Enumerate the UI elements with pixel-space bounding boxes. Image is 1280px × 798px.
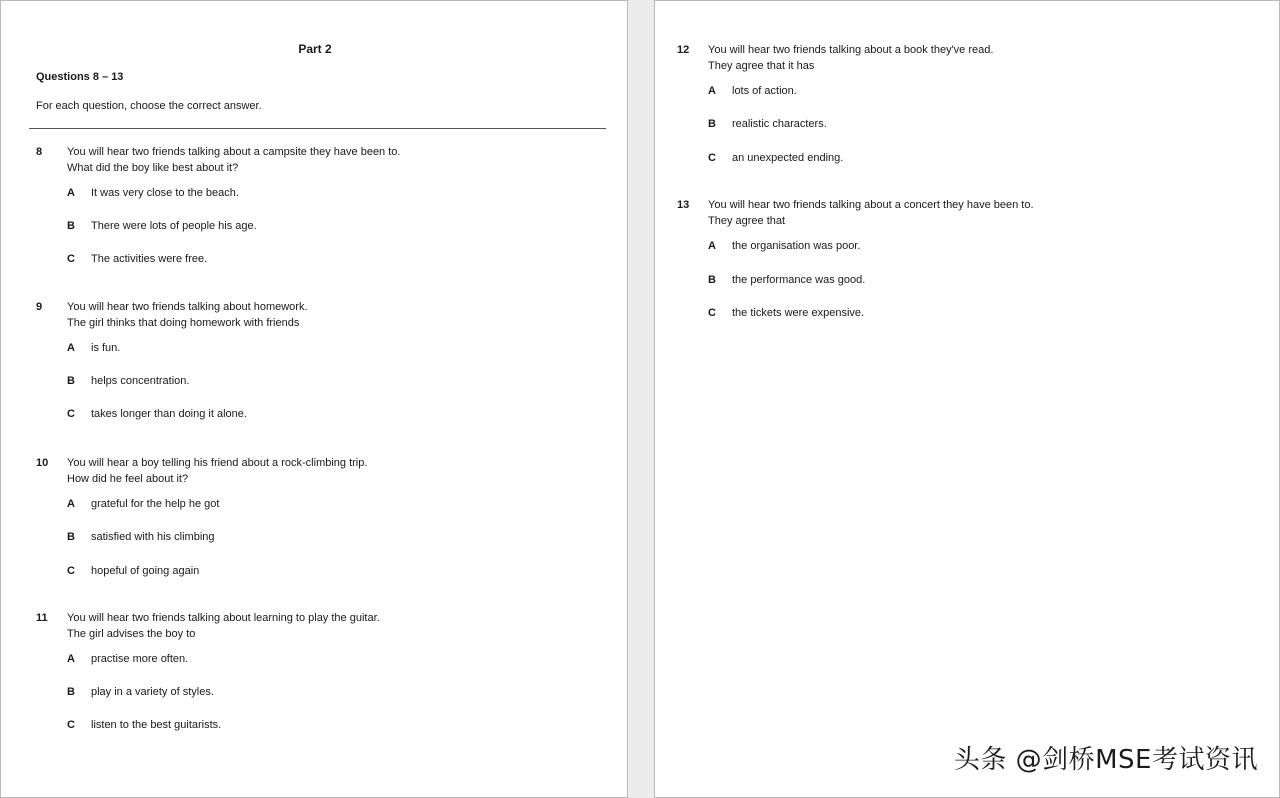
question-number: 12 xyxy=(677,44,690,56)
option-text: practise more often. xyxy=(91,653,189,665)
option-c[interactable] xyxy=(67,717,221,733)
option-a[interactable] xyxy=(67,496,219,512)
option-c[interactable] xyxy=(67,406,247,422)
option-a[interactable] xyxy=(708,238,860,254)
option-text: an unexpected ending. xyxy=(732,152,844,164)
question-stem-line1: You will hear two friends talking about a book they've read. xyxy=(708,44,994,56)
option-a[interactable] xyxy=(67,340,120,356)
option-text: hopeful of going again xyxy=(91,565,200,577)
option-letter: C xyxy=(67,408,75,420)
option-letter: A xyxy=(708,85,716,97)
question-number: 13 xyxy=(677,199,690,211)
option-text: realistic characters. xyxy=(732,118,827,130)
option-letter: A xyxy=(67,342,75,354)
question-stem-line1: You will hear a boy telling his friend about a rock-climbing trip. xyxy=(67,457,368,469)
option-text: It was very close to the beach. xyxy=(91,187,239,199)
question-number: 9 xyxy=(36,301,43,313)
option-letter: B xyxy=(67,686,75,698)
left-page xyxy=(0,0,628,798)
watermark: 头条 @剑桥MSE考试资讯 xyxy=(953,745,1258,775)
question-stem-line1: You will hear two friends talking about learning to play the guitar. xyxy=(67,612,380,624)
option-text: grateful for the help he got xyxy=(91,498,220,510)
option-text: listen to the best guitarists. xyxy=(91,719,222,731)
option-text: is fun. xyxy=(91,342,121,354)
question-number: 8 xyxy=(36,146,43,158)
option-text: play in a variety of styles. xyxy=(91,686,214,698)
option-a[interactable] xyxy=(67,651,188,667)
option-text: helps concentration. xyxy=(91,375,190,387)
question-number: 10 xyxy=(36,457,49,469)
option-c[interactable] xyxy=(67,251,207,267)
question-stem-line2: The girl advises the boy to xyxy=(67,628,196,640)
question-number: 11 xyxy=(36,612,48,624)
question-stem-line1: You will hear two friends talking about a campsite they have been to. xyxy=(67,146,401,158)
option-text: There were lots of people his age. xyxy=(91,220,257,232)
option-letter: A xyxy=(67,498,75,510)
option-letter: C xyxy=(708,307,716,319)
divider xyxy=(29,128,606,129)
option-letter: C xyxy=(67,253,75,265)
option-text: lots of action. xyxy=(732,85,797,97)
option-letter: A xyxy=(67,653,75,665)
question-stem-line2: What did the boy like best about it? xyxy=(67,162,239,174)
question-stem-line1: You will hear two friends talking about homework. xyxy=(67,301,308,313)
option-c[interactable] xyxy=(67,563,199,579)
option-b[interactable] xyxy=(708,272,865,288)
option-letter: B xyxy=(67,375,75,387)
part-title: Part 2 xyxy=(298,42,332,56)
instruction: For each question, choose the correct answer. xyxy=(36,100,262,112)
option-letter: C xyxy=(67,719,75,731)
option-text: the performance was good. xyxy=(732,274,866,286)
option-b[interactable] xyxy=(67,529,215,545)
option-c[interactable] xyxy=(708,150,843,166)
option-letter: C xyxy=(708,152,716,164)
option-text: The activities were free. xyxy=(91,253,208,265)
option-text: the organisation was poor. xyxy=(732,240,861,252)
option-c[interactable] xyxy=(708,305,864,321)
option-letter: A xyxy=(67,187,75,199)
question-stem-line1: You will hear two friends talking about a concert they have been to. xyxy=(708,199,1034,211)
option-text: takes longer than doing it alone. xyxy=(91,408,247,420)
question-stem-line2: They agree that it has xyxy=(708,60,815,72)
question-stem-line2: How did he feel about it? xyxy=(67,473,189,485)
option-letter: B xyxy=(67,220,75,232)
option-text: satisfied with his climbing xyxy=(91,531,215,543)
option-text: the tickets were expensive. xyxy=(732,307,865,319)
questions-range: Questions 8 – 13 xyxy=(36,71,124,83)
option-b[interactable] xyxy=(67,684,214,700)
option-letter: B xyxy=(708,274,716,286)
option-b[interactable] xyxy=(67,218,257,234)
option-letter: A xyxy=(708,240,716,252)
question-stem-line2: The girl thinks that doing homework with friends xyxy=(67,317,300,329)
right-page xyxy=(654,0,1280,798)
question-stem-line2: They agree that xyxy=(708,215,786,227)
option-b[interactable] xyxy=(708,116,827,132)
option-a[interactable] xyxy=(67,185,239,201)
option-b[interactable] xyxy=(67,373,189,389)
option-a[interactable] xyxy=(708,83,797,99)
option-letter: B xyxy=(67,531,75,543)
option-letter: C xyxy=(67,565,75,577)
option-letter: B xyxy=(708,118,716,130)
